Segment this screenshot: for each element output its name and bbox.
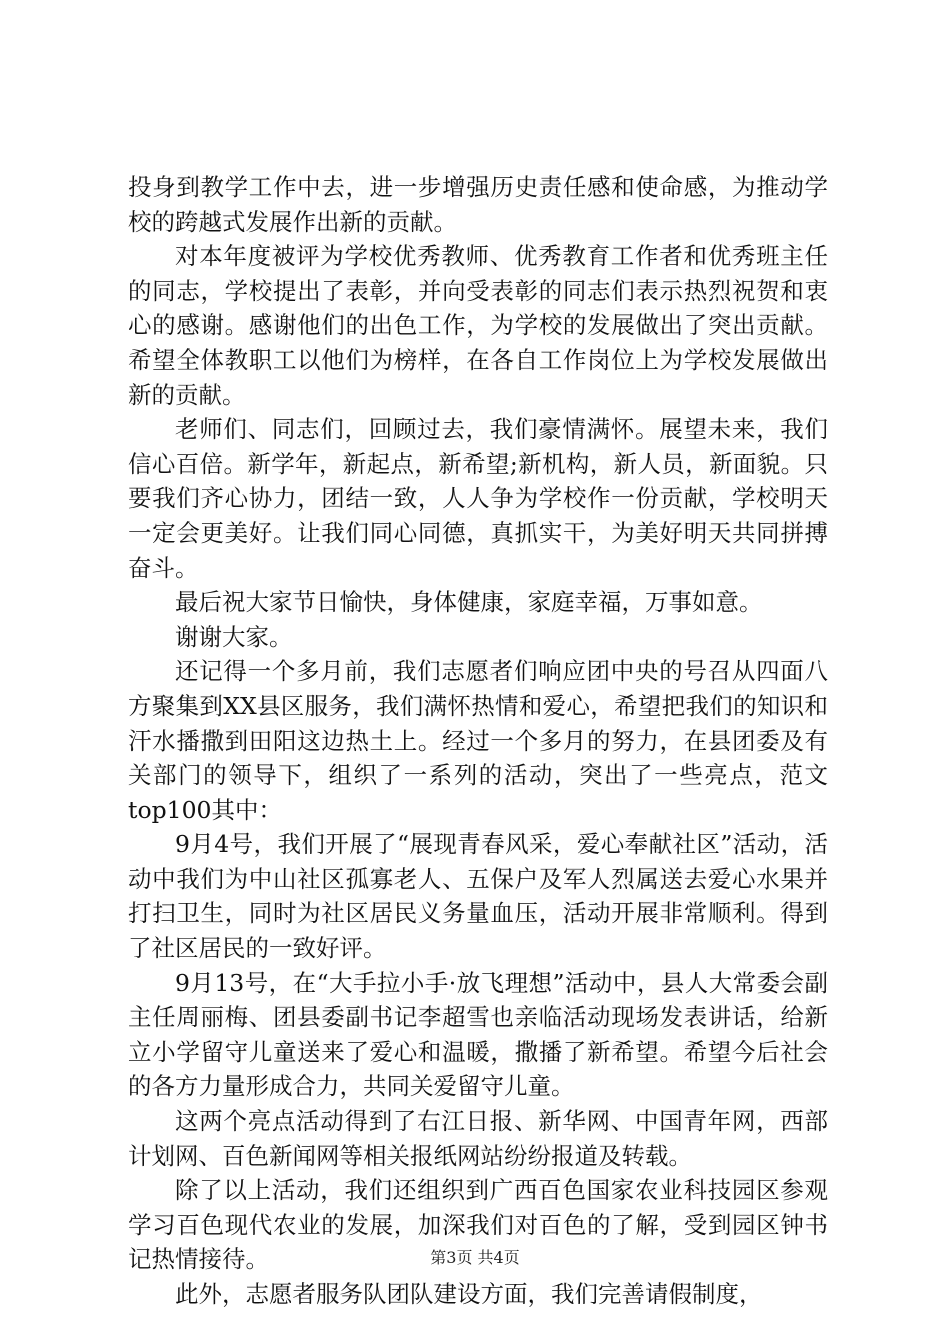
paragraph-media-coverage: 这两个亮点活动得到了右江日报、新华网、中国青年网，西部计划网、百色新闻网等相关报纸网站纷纷报道及转载。 [128, 1107, 828, 1170]
paragraph-sept-4-activity: 9月4号，我们开展了“展现青春风采，爱心奉献社区”活动，活动中我们为中山社区孤寡老人、五保户及军人烈属送去爱心水果并打扫卫生，同时为社区居民义务量血压，活动开展非常顺利。得到了社区居民的一致好评。 [128, 830, 828, 963]
paragraph-wishes: 最后祝大家节日愉快，身体健康，家庭幸福，万事如意。 [175, 588, 763, 617]
paragraph-volunteers-intro: 还记得一个多月前，我们志愿者们响应团中央的号召从四面八方聚集到XX县区服务，我们满怀热情和爱心，希望把我们的知识和汗水播撒到田阳这边热土上。经过一个多月的努力，在县团委及有关部门的领导下，组织了一系列的活动，突出了一些亮点，范文top100其中： [128, 657, 828, 824]
paragraph-agri-park-visit: 除了以上活动，我们还组织到广西百色国家农业科技园区参观学习百色现代农业的发展，加深我们对百色的了解，受到园区钟书记热情接待。 [128, 1176, 828, 1274]
page-number-footer: 第3页 共4页 [430, 1248, 520, 1267]
document-body [128, 170, 828, 1312]
paragraph-sept-13-activity: 9月13号，在“大手拉小手·放飞理想”活动中，县人大常委会副主任周丽梅、团县委副书记李超雪也亲临活动现场发表讲话，给新立小学留守儿童送来了爱心和温暖，撒播了新希望。希望今后社会的各方力量形成合力，共同关爱留守儿童。 [128, 968, 828, 1101]
paragraph-thanks: 谢谢大家。 [175, 622, 293, 651]
paragraph-commendation: 对本年度被评为学校优秀教师、优秀教育工作者和优秀班主任的同志，学校提出了表彰，并向受表彰的同志们表示热烈祝贺和衷心的感谢。感谢他们的出色工作，为学校的发展做出了突出贡献。希望全体教职工以他们为榜样，在各自工作岗位上为学校发展做出新的贡献。 [128, 242, 828, 409]
paragraph-outlook: 老师们、同志们，回顾过去，我们豪情满怀。展望未来，我们信心百倍。新学年，新起点，新希望;新机构，新人员，新面貌。只要我们齐心协力，团结一致，人人争为学校作一份贡献，学校明天一定会更美好。让我们同心同德，真抓实干，为美好明天共同拼搏奋斗。 [128, 415, 828, 582]
paragraph-team-building: 此外，志愿者服务队团队建设方面，我们完善请假制度， [175, 1280, 763, 1308]
paragraph-continuation: 投身到教学工作中去，进一步增强历史责任感和使命感，为推动学校的跨越式发展作出新的贡献。 [128, 173, 828, 236]
